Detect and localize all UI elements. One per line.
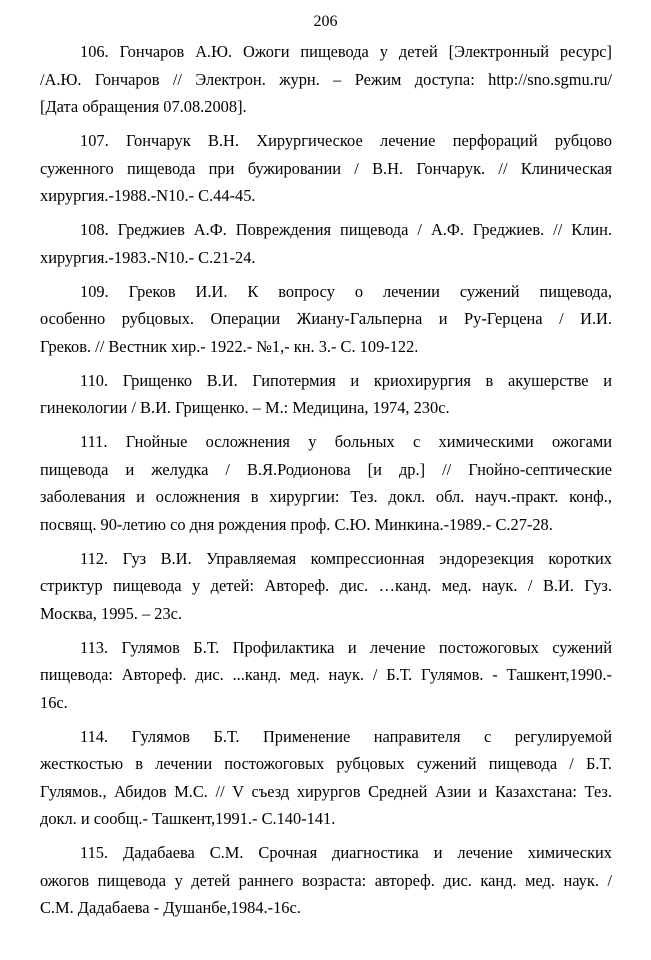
reference-line: [Дата обращения 07.08.2008].: [40, 97, 247, 116]
reference-line: Греков. // Вестник хир.- 1922.- №1,- кн. 3.- С. 109-122.: [40, 336, 419, 356]
reference-line: С.М. Дадабаева - Душанбе,1984.-16с.: [40, 898, 301, 917]
reference-item: [40, 839, 612, 922]
reference-line: 107. Гончарук В.Н. Хирургическое лечение перфораций рубцово: [80, 131, 612, 150]
reference-line: суженного пищевода при бужировании / В.Н. Гончарук. // Клиническая: [40, 158, 612, 178]
reference-line: 16с.: [40, 692, 68, 712]
reference-item: [40, 127, 612, 210]
reference-item: [40, 38, 612, 121]
reference-list: [40, 38, 612, 928]
reference-line: докл. и сообщ.- Ташкент,1991.- С.140-141.: [40, 809, 336, 828]
reference-line: 113. Гулямов Б.Т. Профилактика и лечение постожоговых сужений: [80, 637, 612, 657]
reference-item: [40, 216, 612, 271]
reference-line: хирургия.-1988.-N10.- С.44-45.: [40, 186, 256, 205]
reference-line: Гулямов., Абидов М.С. // V съезд хирургов Средней Азии и Казахстана: Тез.: [40, 781, 612, 801]
reference-item: [40, 723, 612, 833]
reference-line: 111. Гнойные осложнения у больных с химическими ожогами: [80, 432, 612, 451]
reference-line: 112. Гуз В.И. Управляемая компрессионная эндорезекция коротких: [80, 548, 612, 568]
page-number: 206: [313, 13, 338, 30]
reference-line: 109. Греков И.И. К вопросу о лечении сужений пищевода,: [80, 281, 612, 301]
reference-line: 108. Греджиев А.Ф. Повреждения пищевода / А.Ф. Греджиев. // Клин.: [80, 220, 612, 239]
reference-item: [40, 278, 612, 361]
reference-line: заболевания и осложнения в хирургии: Тез. докл. обл. науч.-практ. конф.,: [40, 487, 612, 506]
reference-line: Москва, 1995. – 23с.: [40, 603, 183, 623]
reference-line: 110. Грищенко В.И. Гипотермия и криохирургия в акушерстве и: [80, 370, 612, 390]
reference-item: [40, 428, 612, 538]
reference-line: ожогов пищевода у детей раннего возраста: автореф. дис. канд. мед. наук. /: [40, 870, 612, 890]
reference-line: жесткостью в лечении постожоговых рубцовых сужений пищевода / Б.Т.: [40, 754, 612, 773]
reference-item: [40, 367, 612, 422]
reference-line: /А.Ю. Гончаров // Электрон. журн. – Режим доступа: http://sno.sgmu.ru/: [40, 69, 612, 89]
reference-line: особенно рубцовых. Операции Жиану-Гальперна и Ру-Герцена / И.И.: [40, 309, 612, 328]
reference-line: гинекологии / В.И. Грищенко. – М.: Медицина, 1974, 230с.: [40, 398, 450, 417]
reference-line: пищевода и желудка / В.Я.Родионова [и др.] // Гнойно-септические: [40, 459, 612, 479]
reference-line: стриктур пищевода у детей: Автореф. дис. …канд. мед. наук. / В.И. Гуз.: [40, 576, 612, 595]
reference-line: 115. Дадабаева С.М. Срочная диагностика и лечение химических: [80, 843, 612, 862]
reference-item: [40, 545, 612, 628]
reference-line: 106. Гончаров А.Ю. Ожоги пищевода у детей [Электронный ресурс]: [80, 42, 612, 61]
reference-line: посвящ. 90-летию со дня рождения проф. С.Ю. Минкина.-1989.- С.27-28.: [40, 514, 553, 534]
reference-line: пищевода: Автореф. дис. ...канд. мед. наук. / Б.Т. Гулямов. - Ташкент,1990.-: [40, 665, 612, 684]
reference-item: [40, 634, 612, 717]
reference-line: 114. Гулямов Б.Т. Применение направителя с регулируемой: [80, 726, 612, 746]
reference-line: хирургия.-1983.-N10.- С.21-24.: [40, 247, 256, 267]
